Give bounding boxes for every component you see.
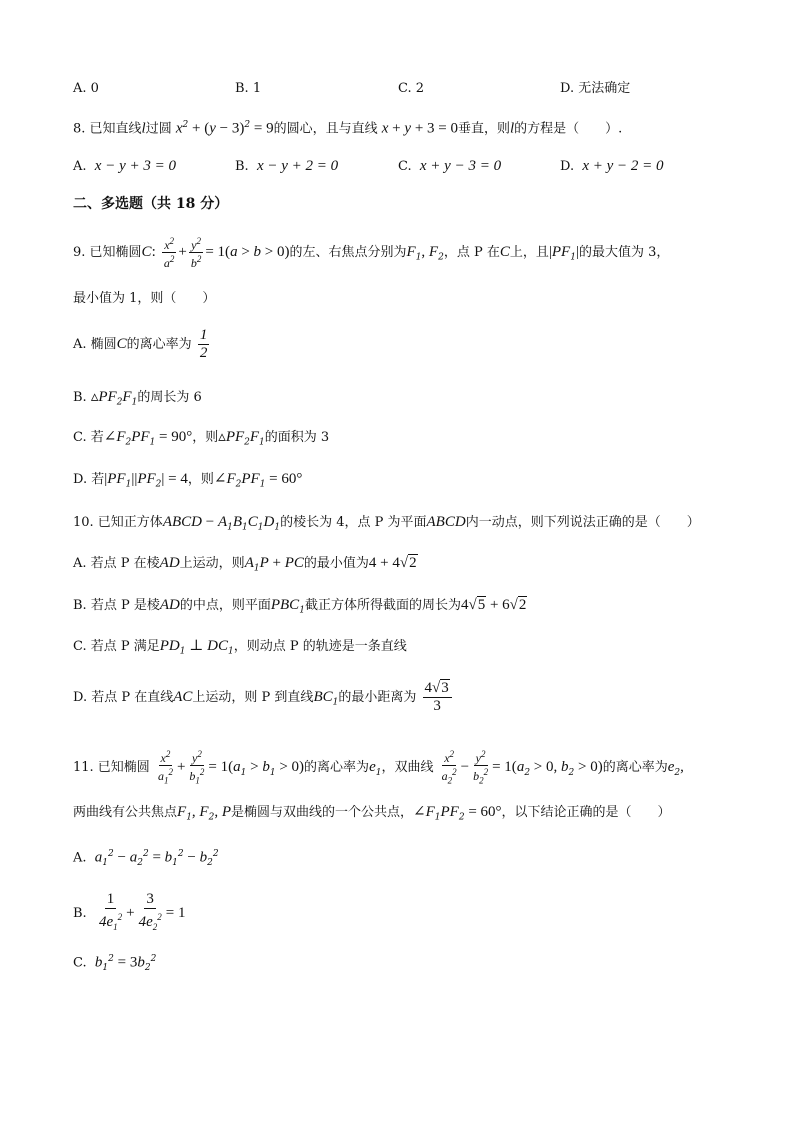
q11-option-c: C. $b_1^2 = 3b_2^2$ [73, 954, 157, 973]
q10-option-d: D. 若点 P 在直线AC上运动，则 P 到直线$BC_1$的最小距离为 $\frac{4√3}{3}$ [73, 680, 454, 715]
q9-option-a: A. 椭圆C的离心率为 $\frac{1}{2}$ [73, 327, 208, 361]
q8-mid2: 的圆心，且与直线 [273, 121, 378, 137]
q8-mid1: 过圆 [145, 121, 172, 137]
q8-option-d: D. x + y − 2 = 0 [560, 158, 664, 174]
q9-option-c: C. 若$\angle F_2PF_1 = 90^\circ$，则$▵PF_2F_1$的面积为 3 [73, 429, 330, 448]
q10-option-c: C. 若点 P 满足$PD_1$ ⊥ $DC_1$，则动点 P 的轨迹是一条直线 [73, 638, 407, 657]
q11-option-a: A. $a_1^2 - a_2^2 = b_1^2 - b_2^2$ [73, 849, 219, 868]
q7-option-a: A. 0 [73, 81, 99, 96]
q10-option-a: A. 若点 P 在棱AD上运动，则$A_1P$ + PC的最小值为4 + 4√2 [73, 555, 417, 574]
q7-option-c: C. 2 [398, 81, 425, 96]
q8-option-a: A. x − y + 3 = 0 [73, 158, 176, 174]
q9-option-d: D. 若$|PF_1||PF_2| = 4$，则$\angle F_2PF_1 = 60^\circ$ [73, 471, 303, 490]
q7-option-d: D. 无法确定 [560, 81, 631, 96]
q11-line2: 两曲线有公共焦点$F_1$, $F_2$, P是椭圆与双曲线的一个公共点，$\angle F_1PF_2 = 60^\circ$，以下结论正确的是（ ） [73, 804, 671, 823]
q7-option-b: B. 1 [235, 81, 262, 96]
q9-stem: 9. 已知椭圆C: $\frac{x^2}{a^2}$ + $\frac{y^2}{b^2}$ = 1(a > b > 0)的左、右焦点分别为$F_1$, $F_2$，点 P 在C上，且$|PF_1|$的最大值为 3， [73, 236, 670, 270]
q8-end2: 的方程是（ ）. [514, 121, 623, 137]
section-title: 二、多选题（共 18 分） [73, 196, 229, 212]
q8-option-c: C. x + y − 3 = 0 [398, 158, 502, 174]
q8-stem: 8. 已知直线l过圆 $x^2 + (y - 3)^2 = 9$的圆心，且与直线 x + y + 3 = 0垂直，则l的方程是（ ）. [73, 120, 623, 137]
q10-option-b: B. 若点 P 是棱AD的中点，则平面$PBC_1$截正方体所得截面的周长为4√5 + 6√2 [73, 597, 527, 616]
q9-line2: 最小值为 1，则（ ） [73, 291, 216, 306]
q8-prefix: 8. 已知直线 [73, 121, 142, 137]
q11-option-b: B. $\frac{1}{4e_1^2}$ + $\frac{3}{4e_2^2}$ = 1 [73, 891, 186, 932]
q11-stem: 11. 已知椭圆 $\frac{x^2}{a_1^2}$ + $\frac{y^2}{b_1^2}$ = $1(a_1 > b_1 > 0)$的离心率为$e_1$，双曲线 $\frac{x^2}{a_2^2}$ − $\frac{y^2}{b_2^2}$ = $1(a_2 > 0$, $b_2 > 0$)的离心率为$e_2$, [73, 749, 684, 786]
q8-end: 垂直，则 [457, 121, 510, 137]
q8-option-b: B. x − y + 2 = 0 [235, 158, 339, 174]
q9-option-b: B. $▵PF_2F_1$的周长为 6 [73, 389, 202, 408]
q10-stem: 10. 已知正方体ABCD − $A_1B_1C_1D_1$的棱长为 4，点 P 为平面ABCD内一动点，则下列说法正确的是（ ） [73, 514, 700, 533]
